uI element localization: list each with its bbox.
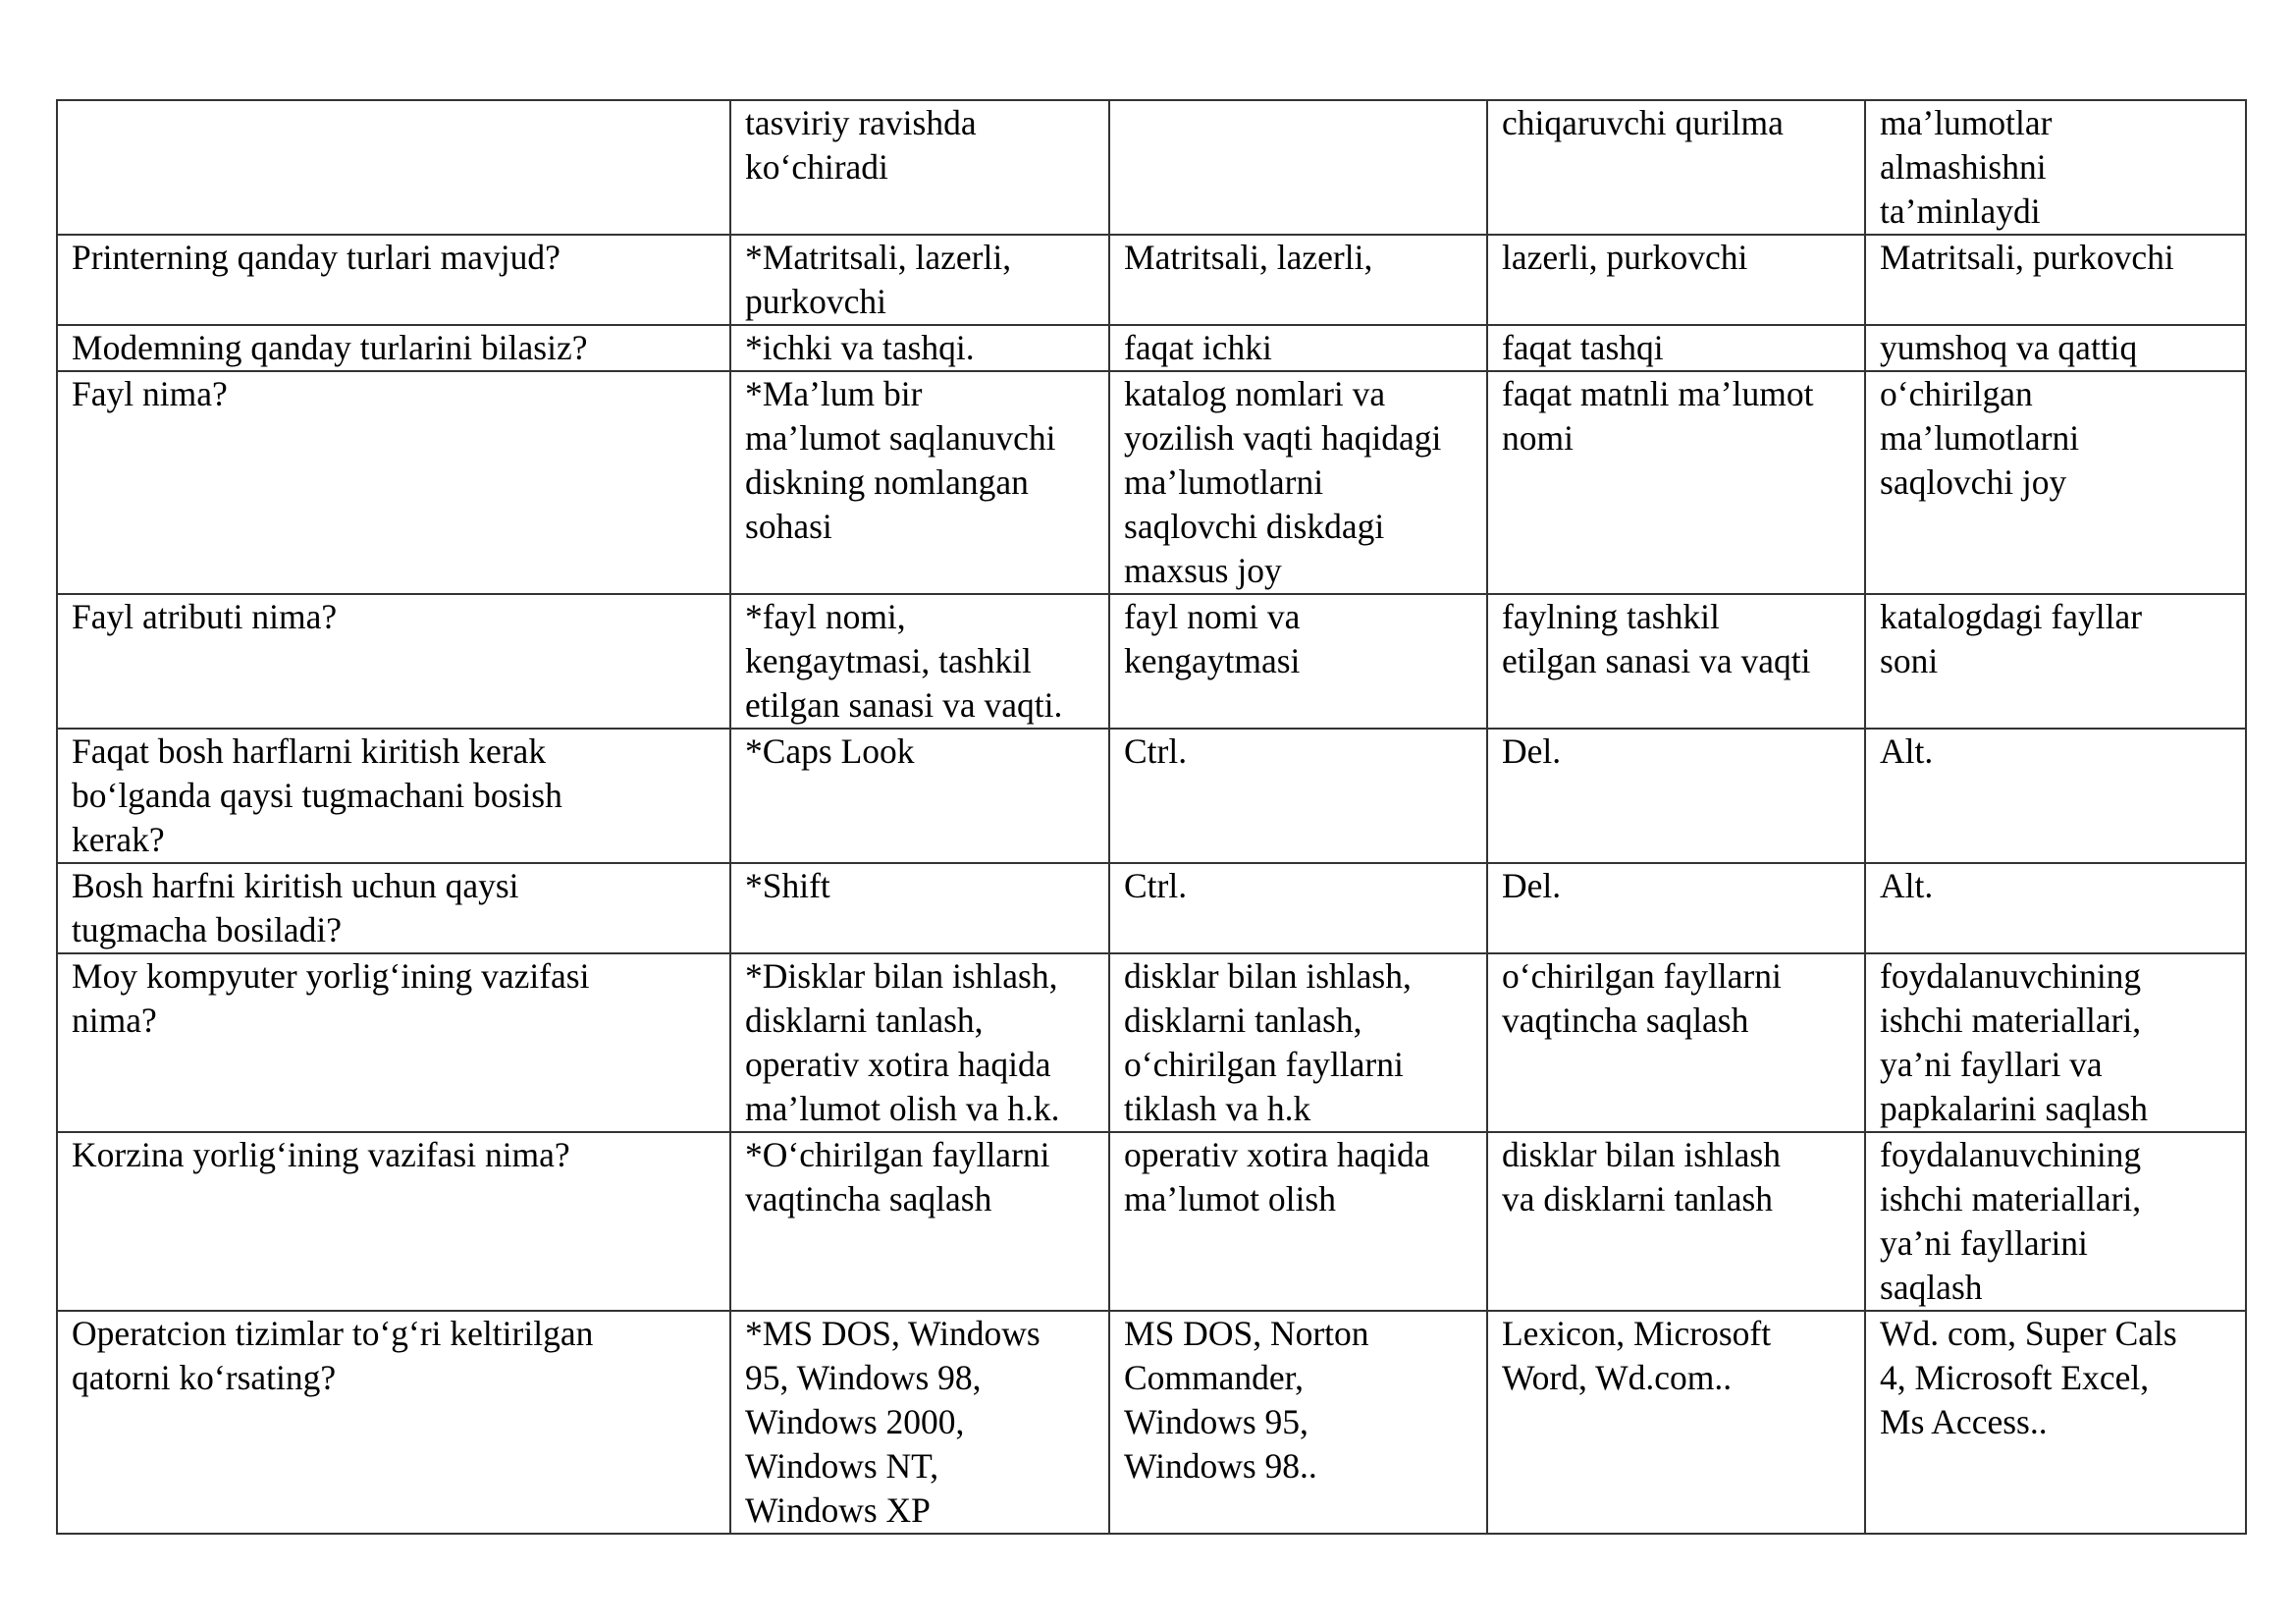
answer-text-line: Ctrl. bbox=[1124, 731, 1188, 771]
answer-text-line: *ichki va tashqi. bbox=[745, 328, 975, 367]
question-text-line: qatorni ko‘rsating? bbox=[72, 1358, 337, 1397]
answer-text-line: ma’lumotlar bbox=[1880, 103, 2053, 142]
answer-text-line: tasviriy ravishda bbox=[745, 103, 977, 142]
answer-option-cell bbox=[1109, 1132, 1487, 1311]
table-row bbox=[57, 594, 2246, 729]
answer-text-line: ko‘chiradi bbox=[745, 147, 888, 187]
answer-option-cell bbox=[1109, 100, 1487, 235]
question-cell bbox=[57, 371, 730, 594]
answer-text-line: Wd. com, Super Cals bbox=[1880, 1314, 2177, 1353]
answer-text-line: *O‘chirilgan fayllarni bbox=[745, 1135, 1050, 1174]
answer-option-cell bbox=[1487, 594, 1865, 729]
answer-text-line: chiqaruvchi qurilma bbox=[1502, 103, 1784, 142]
answer-text-line: Windows 98.. bbox=[1124, 1446, 1317, 1486]
answer-option-cell bbox=[1109, 863, 1487, 953]
answer-option-cell bbox=[1487, 953, 1865, 1132]
question-cell bbox=[57, 863, 730, 953]
answer-option-cell bbox=[1109, 594, 1487, 729]
answer-text-line: operativ xotira haqida bbox=[1124, 1135, 1430, 1174]
answer-text-line: Matritsali, purkovchi bbox=[1880, 238, 2174, 277]
answer-text-line: saqlash bbox=[1880, 1268, 1983, 1307]
answer-text-line: sohasi bbox=[745, 507, 832, 546]
question-text-line: nima? bbox=[72, 1001, 157, 1040]
answer-text-line: vaqtincha saqlash bbox=[745, 1179, 992, 1218]
answer-text-line: *Disklar bilan ishlash, bbox=[745, 956, 1058, 996]
answer-text-line: Matritsali, lazerli, bbox=[1124, 238, 1373, 277]
answer-text-line: 95, Windows 98, bbox=[745, 1358, 982, 1397]
question-text-line: Korzina yorlig‘ining vazifasi nima? bbox=[72, 1135, 570, 1174]
question-cell bbox=[57, 100, 730, 235]
answer-text-line: yozilish vaqti haqidagi bbox=[1124, 418, 1442, 458]
answer-text-line: Commander, bbox=[1124, 1358, 1304, 1397]
answer-text-line: papkalarini saqlash bbox=[1880, 1089, 2149, 1128]
answer-option-cell bbox=[1109, 729, 1487, 863]
quiz-table bbox=[56, 99, 2247, 1535]
answer-text-line: Windows 2000, bbox=[745, 1402, 965, 1441]
correct-answer-cell bbox=[730, 863, 1109, 953]
answer-text-line: kengaytmasi, tashkil bbox=[745, 641, 1032, 680]
answer-option-cell bbox=[1865, 325, 2246, 371]
answer-text-line: ishchi materiallari, bbox=[1880, 1179, 2142, 1218]
answer-text-line: disklar bilan ishlash bbox=[1502, 1135, 1781, 1174]
answer-text-line: faylning tashkil bbox=[1502, 597, 1720, 636]
answer-text-line: nomi bbox=[1502, 418, 1574, 458]
answer-text-line: saqlovchi diskdagi bbox=[1124, 507, 1385, 546]
answer-text-line: o‘chirilgan bbox=[1880, 374, 2033, 413]
answer-option-cell bbox=[1865, 594, 2246, 729]
answer-text-line: *fayl nomi, bbox=[745, 597, 906, 636]
question-text-line: Faqat bosh harflarni kiritish kerak bbox=[72, 731, 547, 771]
answer-option-cell bbox=[1109, 325, 1487, 371]
answer-text-line: va disklarni tanlash bbox=[1502, 1179, 1774, 1218]
answer-text-line: faqat matnli ma’lumot bbox=[1502, 374, 1814, 413]
correct-answer-cell bbox=[730, 1132, 1109, 1311]
correct-answer-cell bbox=[730, 594, 1109, 729]
answer-text-line: ya’ni fayllari va bbox=[1880, 1045, 2103, 1084]
answer-text-line: *Shift bbox=[745, 866, 830, 905]
answer-text-line: ta’minlaydi bbox=[1880, 191, 2041, 231]
answer-text-line: ma’lumot olish va h.k. bbox=[745, 1089, 1060, 1128]
answer-option-cell bbox=[1865, 1311, 2246, 1534]
answer-text-line: Ctrl. bbox=[1124, 866, 1188, 905]
question-text-line: Moy kompyuter yorlig‘ining vazifasi bbox=[72, 956, 590, 996]
table-row bbox=[57, 235, 2246, 325]
table-row bbox=[57, 100, 2246, 235]
answer-text-line: Del. bbox=[1502, 731, 1562, 771]
correct-answer-cell bbox=[730, 953, 1109, 1132]
answer-text-line: fayl nomi va bbox=[1124, 597, 1301, 636]
answer-option-cell bbox=[1487, 100, 1865, 235]
answer-text-line: *Ma’lum bir bbox=[745, 374, 923, 413]
answer-text-line: ma’lumot olish bbox=[1124, 1179, 1336, 1218]
answer-text-line: saqlovchi joy bbox=[1880, 462, 2067, 502]
correct-answer-cell bbox=[730, 1311, 1109, 1534]
answer-text-line: foydalanuvchining bbox=[1880, 1135, 2142, 1174]
answer-text-line: disklarni tanlash, bbox=[1124, 1001, 1362, 1040]
answer-text-line: Ms Access.. bbox=[1880, 1402, 2048, 1441]
answer-text-line: Alt. bbox=[1880, 866, 1934, 905]
question-text-line: Modemning qanday turlarini bilasiz? bbox=[72, 328, 588, 367]
question-cell bbox=[57, 325, 730, 371]
answer-text-line: Lexicon, Microsoft bbox=[1502, 1314, 1772, 1353]
answer-option-cell bbox=[1487, 729, 1865, 863]
answer-text-line: o‘chirilgan fayllarni bbox=[1124, 1045, 1404, 1084]
answer-text-line: Windows NT, bbox=[745, 1446, 939, 1486]
answer-option-cell bbox=[1109, 953, 1487, 1132]
answer-text-line: soni bbox=[1880, 641, 1939, 680]
answer-text-line: ma’lumot saqlanuvchi bbox=[745, 418, 1056, 458]
answer-option-cell bbox=[1865, 235, 2246, 325]
answer-text-line: vaqtincha saqlash bbox=[1502, 1001, 1749, 1040]
answer-text-line: disklarni tanlash, bbox=[745, 1001, 984, 1040]
answer-option-cell bbox=[1109, 235, 1487, 325]
question-text-line: Bosh harfni kiritish uchun qaysi bbox=[72, 866, 519, 905]
answer-option-cell bbox=[1865, 863, 2246, 953]
answer-option-cell bbox=[1487, 1311, 1865, 1534]
table-row bbox=[57, 863, 2246, 953]
table-row bbox=[57, 1132, 2246, 1311]
question-text-line: Fayl atributi nima? bbox=[72, 597, 338, 636]
correct-answer-cell bbox=[730, 235, 1109, 325]
question-text-line: tugmacha bosiladi? bbox=[72, 910, 343, 949]
answer-text-line: yumshoq va qattiq bbox=[1880, 328, 2138, 367]
answer-text-line: lazerli, purkovchi bbox=[1502, 238, 1748, 277]
answer-text-line: etilgan sanasi va vaqti. bbox=[745, 685, 1063, 725]
answer-option-cell bbox=[1865, 953, 2246, 1132]
answer-text-line: Windows XP bbox=[745, 1490, 931, 1530]
question-text-line: Operatcion tizimlar to‘g‘ri keltirilgan bbox=[72, 1314, 594, 1353]
question-text-line: kerak? bbox=[72, 820, 165, 859]
answer-text-line: faqat tashqi bbox=[1502, 328, 1664, 367]
correct-answer-cell bbox=[730, 371, 1109, 594]
answer-option-cell bbox=[1865, 371, 2246, 594]
answer-text-line: MS DOS, Norton bbox=[1124, 1314, 1369, 1353]
answer-text-line: o‘chirilgan fayllarni bbox=[1502, 956, 1782, 996]
table-row bbox=[57, 1311, 2246, 1534]
answer-text-line: katalogdagi fayllar bbox=[1880, 597, 2143, 636]
answer-text-line: *MS DOS, Windows bbox=[745, 1314, 1041, 1353]
table-row bbox=[57, 953, 2246, 1132]
question-text-line: bo‘lganda qaysi tugmachani bosish bbox=[72, 776, 562, 815]
answer-text-line: almashishni bbox=[1880, 147, 2047, 187]
answer-option-cell bbox=[1487, 235, 1865, 325]
answer-text-line: ma’lumotlarni bbox=[1124, 462, 1324, 502]
answer-option-cell bbox=[1865, 100, 2246, 235]
answer-option-cell bbox=[1865, 729, 2246, 863]
answer-text-line: tiklash va h.k bbox=[1124, 1089, 1311, 1128]
answer-text-line: disklar bilan ishlash, bbox=[1124, 956, 1412, 996]
correct-answer-cell bbox=[730, 100, 1109, 235]
answer-text-line: katalog nomlari va bbox=[1124, 374, 1386, 413]
answer-option-cell bbox=[1487, 371, 1865, 594]
answer-text-line: Windows 95, bbox=[1124, 1402, 1308, 1441]
answer-option-cell bbox=[1487, 1132, 1865, 1311]
answer-text-line: ya’ni fayllarini bbox=[1880, 1223, 2088, 1263]
answer-text-line: Word, Wd.com.. bbox=[1502, 1358, 1733, 1397]
table-row bbox=[57, 325, 2246, 371]
table-row bbox=[57, 729, 2246, 863]
answer-text-line: diskning nomlangan bbox=[745, 462, 1029, 502]
answer-text-line: Del. bbox=[1502, 866, 1562, 905]
correct-answer-cell bbox=[730, 325, 1109, 371]
answer-text-line: maxsus joy bbox=[1124, 551, 1282, 590]
answer-text-line: faqat ichki bbox=[1124, 328, 1272, 367]
quiz-table-body bbox=[57, 100, 2246, 1534]
answer-text-line: foydalanuvchining bbox=[1880, 956, 2142, 996]
answer-text-line: etilgan sanasi va vaqti bbox=[1502, 641, 1811, 680]
answer-option-cell bbox=[1865, 1132, 2246, 1311]
answer-text-line: purkovchi bbox=[745, 282, 886, 321]
answer-text-line: Alt. bbox=[1880, 731, 1934, 771]
question-cell bbox=[57, 594, 730, 729]
question-cell bbox=[57, 729, 730, 863]
table-row bbox=[57, 371, 2246, 594]
answer-text-line: ma’lumotlarni bbox=[1880, 418, 2080, 458]
question-text-line: Printerning qanday turlari mavjud? bbox=[72, 238, 561, 277]
question-cell bbox=[57, 953, 730, 1132]
question-cell bbox=[57, 235, 730, 325]
answer-text-line: ishchi materiallari, bbox=[1880, 1001, 2142, 1040]
answer-option-cell bbox=[1487, 325, 1865, 371]
answer-text-line: *Matritsali, lazerli, bbox=[745, 238, 1012, 277]
answer-option-cell bbox=[1109, 371, 1487, 594]
answer-option-cell bbox=[1487, 863, 1865, 953]
answer-text-line: 4, Microsoft Excel, bbox=[1880, 1358, 2150, 1397]
correct-answer-cell bbox=[730, 729, 1109, 863]
question-cell bbox=[57, 1311, 730, 1534]
answer-text-line: kengaytmasi bbox=[1124, 641, 1301, 680]
question-text-line: Fayl nima? bbox=[72, 374, 228, 413]
answer-text-line: *Caps Look bbox=[745, 731, 915, 771]
question-cell bbox=[57, 1132, 730, 1311]
answer-text-line: operativ xotira haqida bbox=[745, 1045, 1051, 1084]
answer-option-cell bbox=[1109, 1311, 1487, 1534]
